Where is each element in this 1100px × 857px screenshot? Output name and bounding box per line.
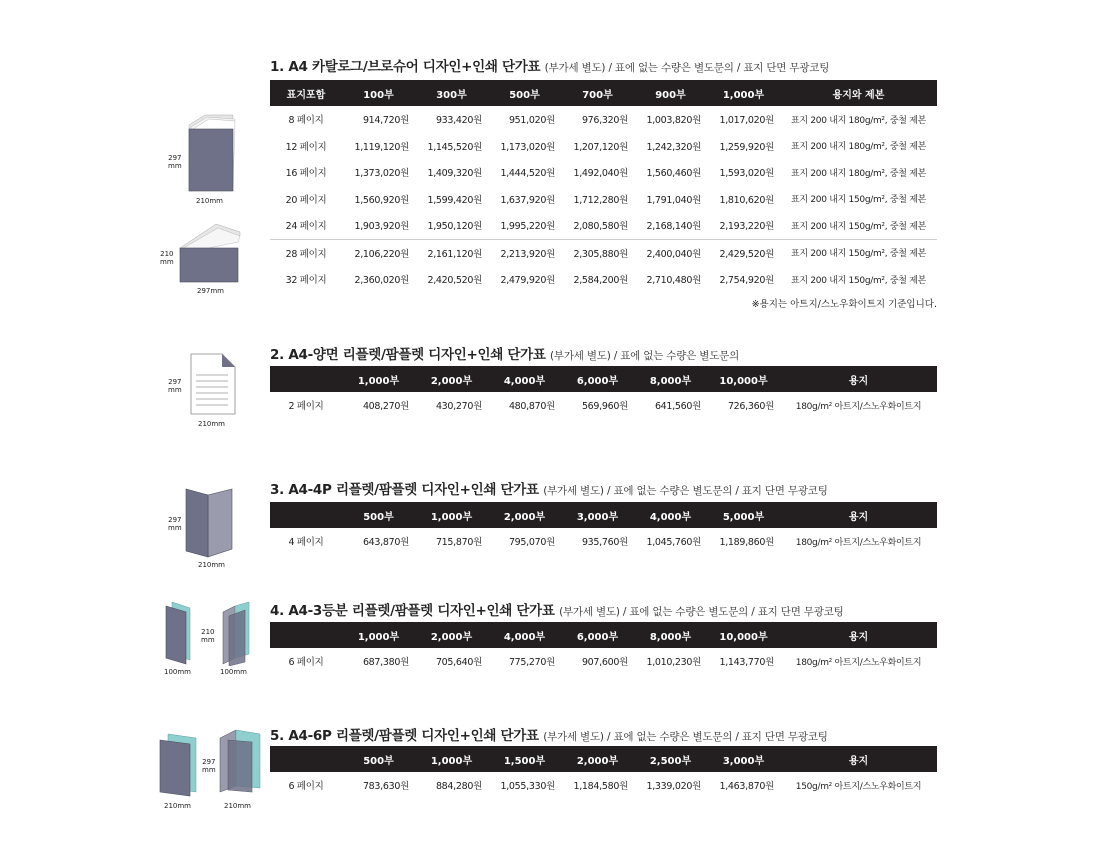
dim-height: 297 mm [168, 516, 182, 532]
price-cell: 1,242,320원 [646, 141, 701, 153]
dim-width: 210mm [198, 420, 225, 428]
title-text: 1. A4 카탈로그/브로슈어 디자인+인쇄 단가표 [270, 59, 541, 75]
price-cell: 783,630원 [362, 781, 409, 793]
header-quantity: 2,000부 [561, 746, 634, 772]
price-cell: 1,145,520원 [427, 141, 482, 153]
table-row [270, 159, 937, 186]
price-cell: 2,305,880원 [561, 239, 634, 266]
price-cell: 1,003,820원 [646, 115, 701, 127]
price-cell: 1,444,520원 [500, 168, 555, 180]
page-count: 28 페이지 [270, 239, 342, 266]
header-quantity: 300부 [415, 80, 488, 106]
header-quantity: 6,000부 [561, 366, 634, 392]
price-cell: 2,754,920원 [719, 275, 774, 287]
document-page-icon [190, 353, 236, 415]
price-cell: 2,106,220원 [342, 239, 415, 266]
header-row-label [270, 502, 342, 528]
header-quantity: 2,000부 [488, 502, 561, 528]
price-cell: 1,637,920원 [500, 194, 555, 206]
price-cell: 951,020원 [508, 115, 555, 127]
dim-height: 210 mm [160, 250, 174, 266]
header-quantity: 4,000부 [634, 502, 707, 528]
price-cell: 2,161,120원 [415, 239, 488, 266]
price-cell: 2,080,580원 [573, 221, 628, 233]
title-text: 2. A4-양면 리플렛/팜플렛 디자인+인쇄 단가표 [270, 347, 546, 363]
header-row-label [270, 622, 342, 648]
price-table [270, 80, 937, 293]
price-cell: 1,810,620원 [719, 194, 774, 206]
title-text: 5. A4-6P 리플렛/팜플렛 디자인+인쇄 단가표 [270, 728, 539, 744]
section-title [270, 343, 739, 363]
header-quantity: 3,000부 [707, 746, 780, 772]
price-cell: 1,207,120원 [573, 141, 628, 153]
title-subtitle: (부가세 별도) / 표에 없는 수량은 별도문의 / 표지 단면 무광코팅 [544, 62, 830, 74]
price-cell: 430,270원 [435, 401, 482, 413]
header-quantity: 500부 [342, 502, 415, 528]
header-row-label [270, 746, 342, 772]
price-cell: 1,143,770원 [719, 657, 774, 669]
price-cell: 408,270원 [362, 401, 409, 413]
paper-spec: 표지 200 내지 180g/m², 중철 제본 [791, 142, 926, 153]
title-subtitle: (부가세 별도) / 표에 없는 수량은 별도문의 / 표지 단면 무광코팅 [559, 606, 844, 618]
header-row-label [270, 366, 342, 392]
title-text: 4. A4-3등분 리플렛/팜플렛 디자인+인쇄 단가표 [270, 603, 555, 619]
dim-width: 210mm [224, 802, 251, 810]
price-cell: 1,189,860원 [719, 537, 774, 549]
price-table [270, 502, 937, 555]
header-quantity: 1,000부 [707, 80, 780, 106]
section-title [270, 478, 828, 498]
page-count: 20 페이지 [285, 194, 327, 206]
header-row-label: 표지포함 [270, 80, 342, 106]
price-cell: 1,184,580원 [573, 781, 628, 793]
section-title [270, 724, 828, 744]
price-cell: 1,560,920원 [354, 194, 409, 206]
price-table [270, 366, 937, 419]
price-cell: 1,492,040원 [573, 168, 628, 180]
paper-note: ※용지는 아트지/스노우화이트지 기준입니다. [751, 299, 937, 310]
paper-spec: 표지 200 내지 180g/m², 중철 제본 [791, 115, 926, 126]
header-quantity: 1,000부 [342, 622, 415, 648]
price-cell: 2,710,480원 [646, 275, 701, 287]
price-table [270, 622, 937, 675]
price-cell: 1,017,020원 [719, 115, 774, 127]
price-cell: 715,870원 [435, 537, 482, 549]
price-cell: 1,010,230원 [646, 657, 701, 669]
table-row [270, 266, 937, 293]
price-cell: 2,168,140원 [646, 221, 701, 233]
table-row [270, 186, 937, 213]
table-row [270, 133, 937, 160]
price-cell: 1,560,460원 [646, 168, 701, 180]
price-cell: 480,870원 [508, 401, 555, 413]
paper-spec: 150g/m² 아트지/스노우화이트지 [795, 781, 922, 792]
table-row [270, 212, 937, 239]
page-count: 8 페이지 [288, 115, 324, 127]
price-cell: 2,429,520원 [707, 239, 780, 266]
price-cell: 1,903,920원 [354, 221, 409, 233]
price-cell: 1,045,760원 [646, 537, 701, 549]
table-row [270, 239, 937, 266]
price-cell: 1,593,020원 [719, 168, 774, 180]
price-cell: 1,791,040원 [646, 194, 701, 206]
price-cell: 569,960원 [581, 401, 628, 413]
header-quantity: 500부 [488, 80, 561, 106]
price-cell: 2,584,200원 [573, 275, 628, 287]
price-cell: 643,870원 [362, 537, 409, 549]
price-cell: 976,320원 [581, 115, 628, 127]
header-paper: 용지 [780, 366, 937, 392]
dim-height: 210 mm [201, 628, 215, 644]
price-cell: 687,380원 [362, 657, 409, 669]
title-text: 3. A4-4P 리플렛/팜플렛 디자인+인쇄 단가표 [270, 482, 539, 498]
header-paper: 용지와 제본 [780, 80, 937, 106]
table-row [270, 392, 937, 419]
table-row [270, 772, 937, 799]
price-cell: 641,560원 [654, 401, 701, 413]
price-cell: 2,213,920원 [488, 239, 561, 266]
header-quantity: 4,000부 [488, 366, 561, 392]
header-quantity: 8,000부 [634, 366, 707, 392]
table-row [270, 648, 937, 675]
price-cell: 775,270원 [508, 657, 555, 669]
dim-width: 100mm [220, 668, 247, 676]
price-cell: 2,420,520원 [427, 275, 482, 287]
price-cell: 1,119,120원 [354, 141, 409, 153]
header-quantity: 900부 [634, 80, 707, 106]
section-title [270, 599, 844, 619]
dim-width: 297mm [197, 287, 224, 295]
header-quantity: 1,000부 [415, 502, 488, 528]
header-paper: 용지 [780, 746, 937, 772]
paper-spec: 표지 200 내지 150g/m², 중철 제본 [791, 195, 926, 206]
header-paper: 용지 [780, 622, 937, 648]
price-cell: 1,259,920원 [719, 141, 774, 153]
table-header [270, 622, 937, 648]
price-cell: 2,479,920원 [500, 275, 555, 287]
price-cell: 884,280원 [435, 781, 482, 793]
price-cell: 1,055,330원 [500, 781, 555, 793]
header-quantity: 6,000부 [561, 622, 634, 648]
paper-spec: 180g/m² 아트지/스노우화이트지 [795, 657, 922, 668]
price-cell: 1,339,020원 [646, 781, 701, 793]
title-subtitle: (부가세 별도) / 표에 없는 수량은 별도문의 / 표지 단면 무광코팅 [543, 485, 828, 497]
price-cell: 1,712,280원 [573, 194, 628, 206]
price-table [270, 746, 937, 799]
title-subtitle: (부가세 별도) / 표에 없는 수량은 별도문의 / 표지 단면 무광코팅 [543, 731, 828, 743]
dim-width: 210mm [198, 561, 225, 569]
page-count: 24 페이지 [285, 221, 327, 233]
header-quantity: 500부 [342, 746, 415, 772]
paper-spec: 표지 200 내지 150g/m², 중철 제본 [791, 275, 926, 286]
page-count: 6 페이지 [288, 657, 324, 669]
header-quantity: 10,000부 [707, 622, 780, 648]
price-cell: 907,600원 [581, 657, 628, 669]
folded-leaflet-illustration [184, 487, 236, 563]
page-count: 16 페이지 [285, 168, 327, 180]
page-count: 6 페이지 [288, 781, 324, 793]
price-cell: 1,373,020원 [354, 168, 409, 180]
price-cell: 1,599,420원 [427, 194, 482, 206]
catalog-portrait-illustration [185, 113, 245, 195]
price-cell: 1,950,120원 [427, 221, 482, 233]
table-header [270, 80, 937, 106]
header-quantity: 700부 [561, 80, 634, 106]
table-header [270, 366, 937, 392]
title-subtitle: (부가세 별도) / 표에 없는 수량은 별도문의 [549, 350, 740, 362]
header-quantity: 2,500부 [634, 746, 707, 772]
paper-spec: 표지 200 내지 180g/m², 중철 제본 [791, 168, 926, 179]
header-quantity: 10,000부 [707, 366, 780, 392]
header-quantity: 2,000부 [415, 622, 488, 648]
dim-width: 100mm [164, 668, 191, 676]
price-cell: 795,070원 [508, 537, 555, 549]
dim-height: 297 mm [168, 378, 182, 394]
price-cell: 1,995,220원 [500, 221, 555, 233]
table-row [270, 106, 937, 133]
paper-spec: 표지 200 내지 150g/m², 중철 제본 [780, 239, 937, 266]
dim-height: 297 mm [168, 154, 182, 170]
header-quantity: 1,000부 [342, 366, 415, 392]
price-cell: 1,409,320원 [427, 168, 482, 180]
price-cell: 1,173,020원 [500, 141, 555, 153]
header-quantity: 8,000부 [634, 622, 707, 648]
price-cell: 1,463,870원 [719, 781, 774, 793]
table-header [270, 502, 937, 528]
table-row [270, 528, 937, 555]
paper-spec: 180g/m² 아트지/스노우화이트지 [795, 401, 922, 412]
sixpage-open-illustration [218, 726, 262, 794]
price-cell: 2,360,020원 [354, 275, 409, 287]
price-cell: 726,360원 [727, 401, 774, 413]
price-cell: 705,640원 [435, 657, 482, 669]
price-cell: 933,420원 [435, 115, 482, 127]
price-cell: 914,720원 [362, 115, 409, 127]
price-cell: 935,760원 [581, 537, 628, 549]
header-quantity: 1,000부 [415, 746, 488, 772]
header-quantity: 3,000부 [561, 502, 634, 528]
dim-height: 297 mm [202, 758, 216, 774]
trifold-closed-illustration [164, 600, 194, 666]
dim-width: 210mm [164, 802, 191, 810]
page-count: 2 페이지 [288, 401, 324, 413]
section-title [270, 55, 829, 75]
header-quantity: 5,000부 [707, 502, 780, 528]
header-quantity: 100부 [342, 80, 415, 106]
sixpage-closed-illustration [158, 732, 198, 798]
price-cell: 2,193,220원 [719, 221, 774, 233]
dim-width: 210mm [196, 197, 223, 205]
header-paper: 용지 [780, 502, 937, 528]
header-quantity: 4,000부 [488, 622, 561, 648]
page-count: 12 페이지 [285, 141, 327, 153]
page-count: 32 페이지 [285, 275, 327, 287]
page-count: 4 페이지 [288, 537, 324, 549]
paper-spec: 180g/m² 아트지/스노우화이트지 [795, 537, 922, 548]
paper-spec: 표지 200 내지 150g/m², 중철 제본 [791, 221, 926, 232]
header-quantity: 2,000부 [415, 366, 488, 392]
table-header [270, 746, 937, 772]
price-cell: 2,400,040원 [634, 239, 707, 266]
catalog-landscape-illustration [176, 222, 242, 284]
trifold-open-illustration [221, 600, 251, 666]
header-quantity: 1,500부 [488, 746, 561, 772]
